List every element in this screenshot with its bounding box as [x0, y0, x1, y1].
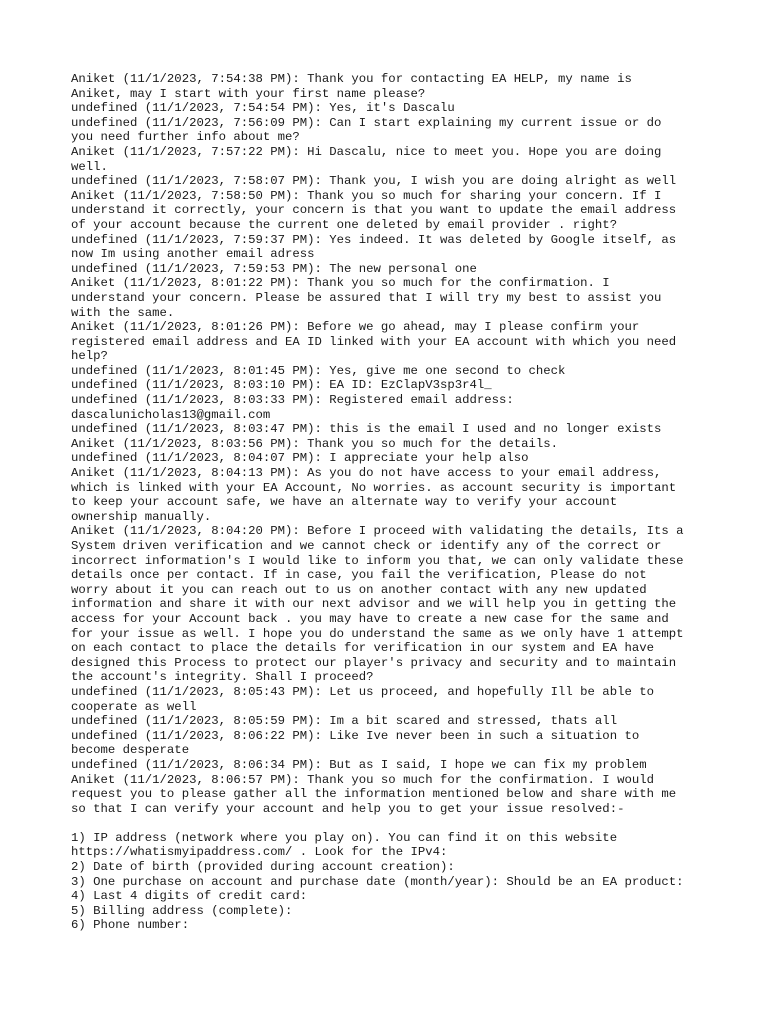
transcript-line: Aniket (11/1/2023, 8:03:56 PM): Thank you so much for the details. [71, 436, 559, 451]
transcript-line: dascalunicholas13@gmail.com [71, 407, 271, 422]
transcript-line: undefined (11/1/2023, 8:05:59 PM): Im a bit scared and stressed, thats all [71, 714, 618, 729]
transcript-line: now Im using another email adress [71, 247, 315, 262]
transcript-line: Aniket (11/1/2023, 8:06:57 PM): Thank you so much for the confirmation. I would [71, 772, 654, 787]
transcript-line: with the same. [71, 305, 175, 320]
transcript-line: you need further info about me? [71, 130, 300, 145]
transcript-line: 4) Last 4 digits of credit card: [71, 889, 308, 904]
transcript-line: System driven verification and we cannot check or identify any of the correct or [71, 539, 662, 553]
transcript-line: of your account because the current one deleted by email provider . right? [71, 217, 618, 232]
transcript-line: undefined (11/1/2023, 7:56:09 PM): Can I start explaining my current issue or do [71, 115, 662, 130]
transcript-line: Aniket (11/1/2023, 7:57:22 PM): Hi Dascalu, nice to meet you. Hope you are doing [71, 144, 662, 159]
transcript-line: details once per contact. If in case, you fail the verification, Please do not [71, 568, 647, 583]
transcript-line: Aniket (11/1/2023, 8:01:26 PM): Before we go ahead, may I please confirm your [71, 320, 640, 335]
transcript-line: undefined (11/1/2023, 8:06:22 PM): Like Ive never been in such a situation to [71, 728, 640, 743]
transcript-line: incorrect information's I would like to inform you that, we can only validate these [71, 553, 684, 568]
transcript-line: undefined (11/1/2023, 8:01:45 PM): Yes, give me one second to check [71, 363, 566, 378]
transcript-line: undefined (11/1/2023, 8:05:43 PM): Let us proceed, and hopefully Ill be able to [71, 684, 654, 699]
transcript-line: to keep your account safe, we have an alternate way to verify your account [71, 495, 618, 510]
transcript-line: designed this Process to protect our player's privacy and security and to maintain [71, 655, 677, 670]
transcript-line: registered email address and EA ID linked with your EA account with which you need [71, 334, 677, 349]
transcript-line [71, 816, 711, 831]
transcript-line: undefined (11/1/2023, 7:59:37 PM): Yes indeed. It was deleted by Google itself, as [71, 232, 677, 247]
transcript-line: for your issue as well. I hope you do understand the same as we only have 1 attempt [71, 626, 684, 641]
transcript-line: Aniket (11/1/2023, 8:04:13 PM): As you do not have access to your email address, [71, 466, 662, 481]
transcript-line: undefined (11/1/2023, 7:58:07 PM): Thank you, I wish you are doing alright as well [71, 174, 677, 189]
transcript-line: worry about it you can reach out to us on another contact with any new updated [71, 582, 647, 597]
transcript-line: help? [71, 349, 108, 364]
transcript-line: Aniket (11/1/2023, 7:54:38 PM): Thank you for contacting EA HELP, my name is [71, 72, 632, 86]
transcript-line: 1) IP address (network where you play on). You can find it on this website [71, 830, 618, 845]
transcript-line: Aniket (11/1/2023, 7:58:50 PM): Thank you so much for sharing your concern. If I [71, 188, 662, 203]
transcript-line: Aniket (11/1/2023, 8:01:22 PM): Thank you so much for the confirmation. I [71, 276, 610, 291]
transcript-line: understand your concern. Please be assured that I will try my best to assist you [71, 290, 662, 305]
transcript-line: undefined (11/1/2023, 8:03:33 PM): Registered email address: [71, 393, 514, 408]
transcript-line: undefined (11/1/2023, 8:06:34 PM): But as I said, I hope we can fix my problem [71, 757, 647, 772]
transcript-line: undefined (11/1/2023, 7:59:53 PM): The new personal one [71, 261, 477, 276]
transcript-line: cooperate as well [71, 699, 197, 714]
transcript-line: https://whatismyipaddress.com/ . Look for the IPv4: [71, 845, 448, 860]
transcript-line: become desperate [71, 743, 190, 758]
transcript-line: access for your Account back . you may have to create a new case for the same and [71, 611, 669, 626]
transcript-line: information and share it with our next advisor and we will help you in getting the [71, 597, 677, 612]
transcript-line: 3) One purchase on account and purchase date (month/year): Should be an EA product: [71, 874, 684, 889]
transcript-line: undefined (11/1/2023, 8:03:10 PM): EA ID: EzClapV3sp3r4l_ [71, 378, 492, 393]
chat-transcript [71, 72, 711, 933]
transcript-line: undefined (11/1/2023, 8:03:47 PM): this is the email I used and no longer exists [71, 422, 662, 437]
transcript-line: undefined (11/1/2023, 8:04:07 PM): I appreciate your help also [71, 451, 529, 466]
transcript-line: undefined (11/1/2023, 7:54:54 PM): Yes, it's Dascalu [71, 101, 455, 116]
transcript-line: request you to please gather all the information mentioned below and share with me [71, 787, 677, 802]
transcript-line: Aniket, may I start with your first name please? [71, 86, 426, 101]
transcript-line: understand it correctly, your concern is that you want to update the email address [71, 203, 677, 218]
transcript-line: the account's integrity. Shall I proceed? [71, 670, 374, 685]
transcript-line: 2) Date of birth (provided during account creation): [71, 860, 455, 875]
transcript-line: so that I can verify your account and help you to get your issue resolved:- [71, 801, 625, 816]
transcript-line: which is linked with your EA Account, No worries. as account security is important [71, 480, 677, 495]
transcript-line: on each contact to place the details for verification in our system and EA have [71, 641, 654, 656]
transcript-line: Aniket (11/1/2023, 8:04:20 PM): Before I proceed with validating the details, Its a [71, 524, 684, 539]
transcript-line: 6) Phone number: [71, 918, 190, 933]
transcript-line: 5) Billing address (complete): [71, 903, 293, 918]
transcript-line: ownership manually. [71, 509, 212, 524]
transcript-line: well. [71, 159, 108, 174]
